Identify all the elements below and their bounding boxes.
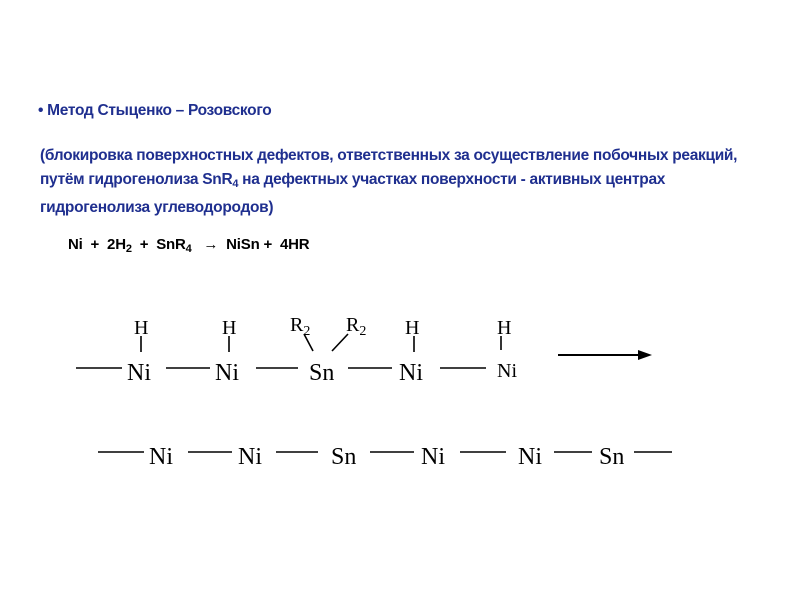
description-subscript: 4	[232, 178, 239, 190]
top-substituents	[134, 314, 511, 339]
top-vbond-r2	[332, 334, 348, 351]
bottom-atom-5: Ni	[518, 444, 542, 470]
top-atoms	[127, 360, 517, 386]
bottom-atom-6: Sn	[599, 444, 625, 470]
top-atom-5: Ni	[497, 360, 517, 382]
reaction-arrow	[558, 350, 652, 360]
substituent-h-3: H	[405, 317, 420, 339]
eq-ni: Ni	[68, 236, 83, 253]
bottom-atom-4: Ni	[421, 444, 445, 470]
eq-plus-1: +	[90, 236, 100, 253]
eq-arrow: →	[203, 236, 219, 253]
top-atom-3: Sn	[309, 360, 335, 386]
description-text-2: на дефектных участках поверхности - активных центрах гидрогенолиза углеводородов)	[40, 171, 666, 216]
top-atom-2: Ni	[215, 360, 239, 386]
eq-h2: $2H_2$	[107, 236, 132, 255]
eq-snr4: SnR$_4$	[156, 236, 192, 255]
description-text-1: (блокировка поверхностных дефектов, ответственных за осуществление побочных реакций, путём гидрогенолиза SnR	[40, 147, 738, 188]
substituent-h-2: H	[222, 317, 237, 339]
bottom-atom-3: Sn	[331, 444, 357, 470]
bottom-atoms	[149, 444, 624, 470]
bottom-atom-1: Ni	[149, 444, 173, 470]
substituent-h-4: H	[497, 317, 512, 339]
substituent-r2-2: $R_2$	[346, 314, 367, 339]
eq-products: NiSn + 4HR	[226, 236, 310, 253]
method-heading: • Метод Стыценко – Розовского	[38, 102, 272, 119]
substituent-r2-1: $R_2$	[290, 314, 311, 339]
top-atom-1: Ni	[127, 360, 151, 386]
eq-plus-2: +	[139, 236, 149, 253]
bottom-atom-2: Ni	[238, 444, 262, 470]
substituent-h-1: H	[134, 317, 149, 339]
top-atom-4: Ni	[399, 360, 423, 386]
